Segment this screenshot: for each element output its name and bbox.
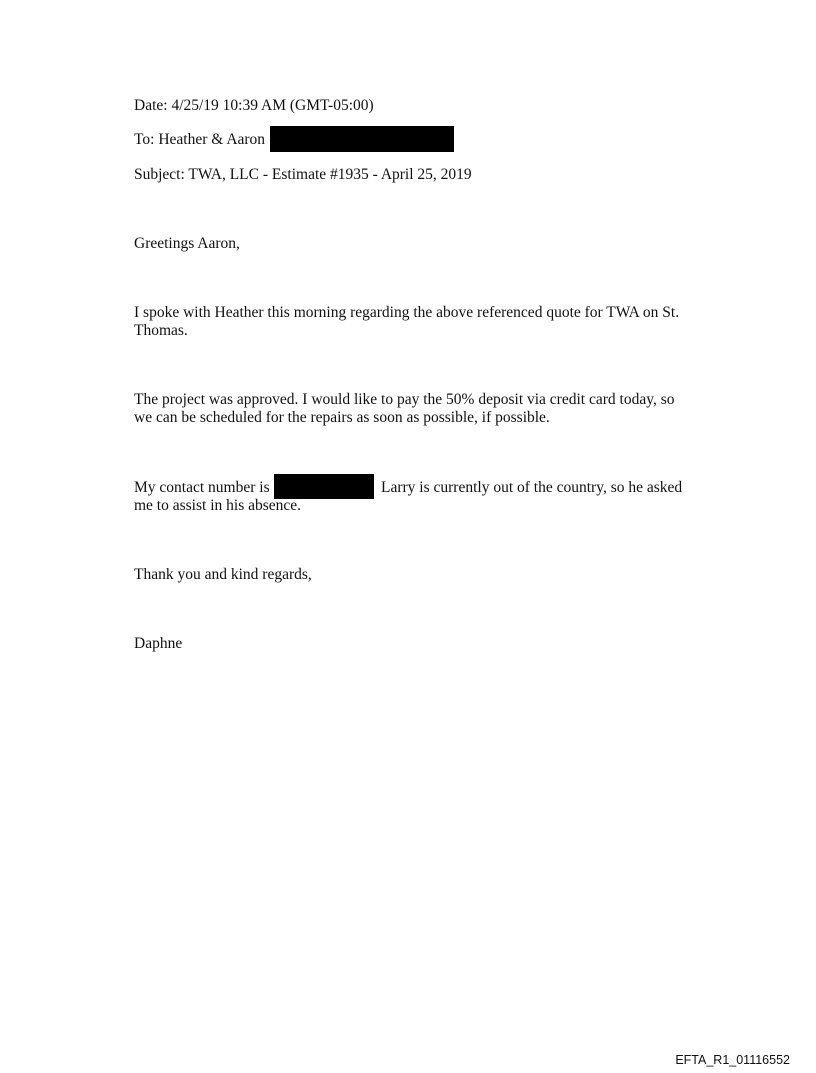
paragraph-3-prefix: My contact number is xyxy=(134,479,270,496)
document-id: EFTA_R1_01116552 xyxy=(675,1053,790,1067)
redaction-box-phone xyxy=(274,474,374,499)
email-to: To: Heather & Aaron xyxy=(134,131,266,148)
closing: Thank you and kind regards, xyxy=(134,566,312,583)
signature: Daphne xyxy=(134,635,183,652)
paragraph-1-line-1: I spoke with Heather this morning regarding the above referenced quote for TWA on St. xyxy=(134,304,680,321)
paragraph-1-line-2: Thomas. xyxy=(134,322,188,339)
email-subject: Subject: TWA, LLC - Estimate #1935 - April 25, 2019 xyxy=(134,166,472,183)
redaction-box-recipient xyxy=(270,126,454,152)
paragraph-3-line-2: me to assist in his absence. xyxy=(134,497,302,514)
paragraph-3-suffix: Larry is currently out of the country, so he asked xyxy=(381,479,683,496)
greeting: Greetings Aaron, xyxy=(134,235,240,252)
paragraph-2-line-2: we can be scheduled for the repairs as soon as possible, if possible. xyxy=(134,409,550,426)
email-date: Date: 4/25/19 10:39 AM (GMT-05:00) xyxy=(134,97,374,114)
paragraph-2-line-1: The project was approved. I would like to pay the 50% deposit via credit card today, so xyxy=(134,391,675,408)
